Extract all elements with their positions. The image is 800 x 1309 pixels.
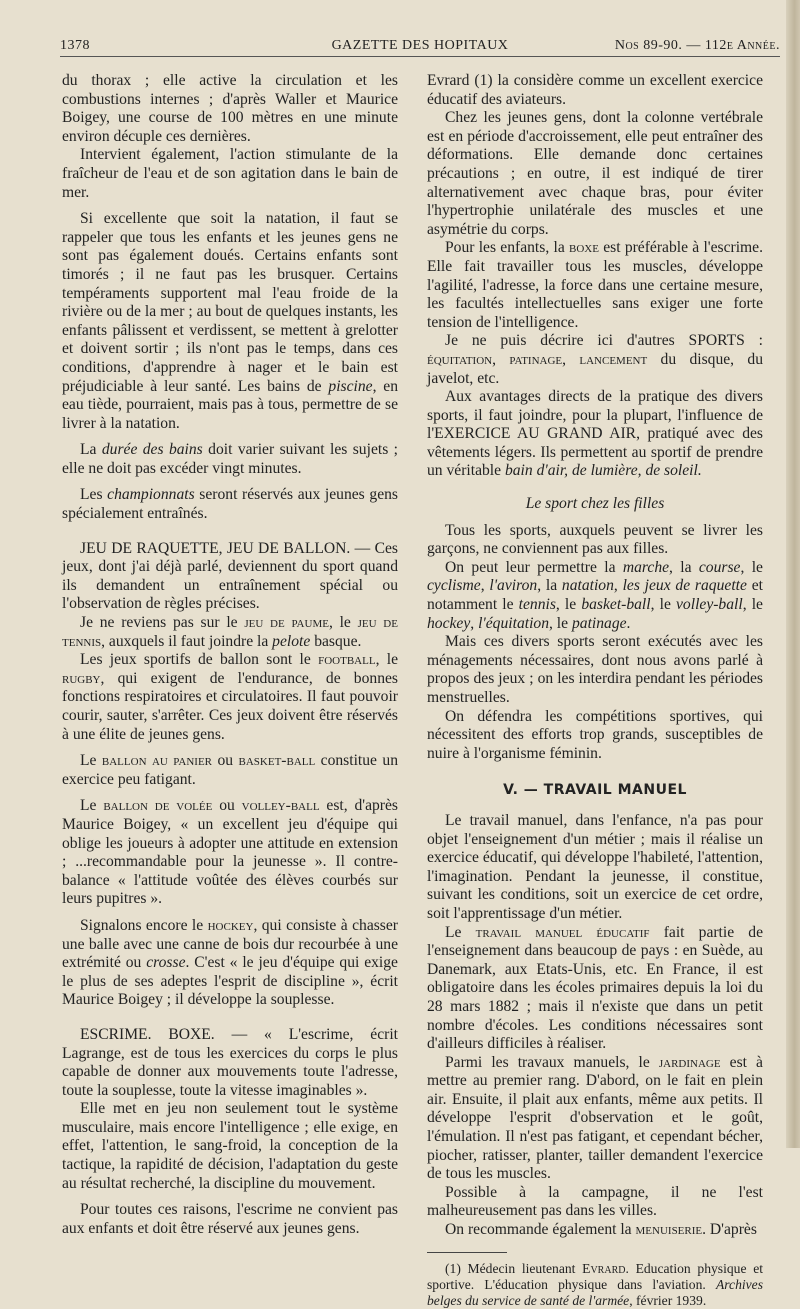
header-rule bbox=[60, 56, 780, 57]
paragraph: Je ne reviens pas sur le jeu de paume, le jeu de tennis, auxquels il faut joindre la pelote basque. bbox=[62, 614, 398, 650]
paragraph: On peut leur permettre la marche, la course, le cyclisme, l'aviron, la natation, les jeux de raquette et notamment le tennis, le basket-ball, le volley-ball, le hockey, l'équitation, le patinage. bbox=[427, 558, 763, 632]
footnote: (1) Médecin lieutenant Evrard. Education physique et sportive. L'éducation physique dans l'aviation. Archives belges du service de santé de l'armée, février 1939. bbox=[427, 1260, 764, 1308]
paragraph: Le ballon au panier ou basket-ball constitue un exercice peu fatigant. bbox=[62, 752, 399, 788]
paragraph: On recommande également la menuiserie. D'après bbox=[445, 1221, 757, 1239]
paragraph: Le travail manuel éducatif fait partie de l'enseignement dans beaucoup de pays : en Suède, au Danemark, aux Etats-Unis, etc. En France, il est obligatoire dans les écoles primaires depuis la loi du 28 mars 1882 ; mais il n'existe que dans un petit nombre d'écoles. Les conditions nécessaires sont d'ailleurs difficiles à réaliser. bbox=[427, 923, 764, 1053]
paragraph: JEU DE RAQUETTE, JEU DE BALLON. — Ces jeux, dont j'ai déjà parlé, deviennent du sport quand ils demandent un entraînement spécial ou l'observation de règles précises. bbox=[62, 539, 398, 613]
paragraph: du thorax ; elle active la circulation et les combustions internes ; d'après Waller et Maurice Boigey, une course de 100 mètres en une minute environ décuple ces dernières. bbox=[62, 72, 398, 145]
paragraph: Parmi les travaux manuels, le jardinage est à mettre au premier rang. D'abord, on le fait en plein air. Ensuite, il plait aux enfants, même aux petits. Il développe l'esprit d'observation et le goût, l'émulation. Il n'est pas fatigant, et cependant bécher, piocher, ratisser, planter, tailler demandent l'exercice de tous les muscles. bbox=[427, 1053, 763, 1183]
paragraph: Evrard (1) la considère comme un excellent exercice éducatif des aviateurs. bbox=[427, 72, 763, 108]
paragraph: Elle met en jeu non seulement tout le système musculaire, mais encore l'intelligence ; elle exige, en effet, l'attention, le sang-froid, la conception de la tactique, la rapidité de décision, l'adaptation du geste au résultat recherché, la discipline du mouvement. bbox=[62, 1100, 398, 1192]
paragraph: Le ballon de volée ou volley-ball est, d'après Maurice Boigey, « un excellent jeu d'équipe qui oblige les joueurs à adopter une attitude en extension ; ...recommandable pour la jeunesse ». Il contre-balance « l'attitude voûtée des élèves courbés sur leurs pupitres ». bbox=[62, 797, 398, 908]
page-number: 1378 bbox=[60, 38, 90, 53]
right-column bbox=[427, 72, 763, 1309]
paragraph: Intervient également, l'action stimulante de la fraîcheur de l'eau et de son agitation dans le bain de mer. bbox=[62, 146, 398, 201]
paragraph: Le travail manuel, dans l'enfance, n'a pas pour objet l'enseignement d'un métier ; mais il réalise un exercice éducatif, qui développe l'habileté, l'attention, l'imagination. Pendant la jeunesse, il constitue, suivant les conditions, soit un exercice de cet ordre, soit l'apprentissage d'un métier. bbox=[427, 811, 763, 922]
paragraph: Les jeux sportifs de ballon sont le football, le rugby, qui exigent de l'endurance, de bonnes fonctions respiratoires et circulatoires. Il faut pouvoir courir, sauter, s'arrêter. Ces jeux doivent être réservés à une élite de jeunes gens. bbox=[62, 651, 398, 743]
paragraph: Aux avantages directs de la pratique des divers sports, il faut joindre, pour la plupart, l'influence de l'EXERCICE AU GRAND AIR, pratiqué avec des vêtements légers. Ils permettent au sportif de prendre un véritable bain d'air, de lumière, de soleil. bbox=[427, 388, 763, 480]
paragraph: Mais ces divers sports seront exécutés avec les ménagements nécessaires, dont nous avons parlé à propos des jeux ; on les interdira pendant les périodes menstruelles. bbox=[427, 633, 763, 706]
journal-title: GAZETTE DES HOPITAUX bbox=[331, 38, 509, 53]
paragraph: On défendra les compétitions sportives, qui nécessitent des efforts trop grands, susceptibles de nuire à l'organisme féminin. bbox=[427, 707, 763, 762]
issue-info: Nos 89-90. — 112e Année. bbox=[614, 38, 780, 53]
paragraph: Signalons encore le hockey, qui consiste à chasser une balle avec une canne de bois dur recourbée à une extrémité ou crosse. C'est « le jeu d'équipe qui exige le plus de ses adeptes l'esprit de discipline », écrit Maurice Boigey ; il développe la souplesse. bbox=[62, 916, 398, 1009]
paragraph: Pour toutes ces raisons, l'escrime ne convient pas aux enfants et doit être réservé aux jeunes gens. bbox=[62, 1201, 398, 1237]
paragraph: Je ne puis décrire ici d'autres SPORTS : équitation, patinage, lancement du disque, du javelot, etc. bbox=[427, 332, 764, 387]
footnote-rule bbox=[427, 1252, 507, 1253]
paragraph: La durée des bains doit varier suivant les sujets ; elle ne doit pas excéder vingt minutes. bbox=[62, 441, 398, 477]
left-column bbox=[62, 72, 398, 1238]
paragraph: Chez les jeunes gens, dont la colonne vertébrale est en période d'accroissement, elle peut entraîner des déformations. Elle demande donc certaines précautions ; en outre, il est indiqué de tirer alternativement avec chaque bras, pour éviter l'hypertrophie unilatérale des muscles et une asymétrie du corps. bbox=[427, 109, 763, 238]
section-heading-travail-manuel: V. — TRAVAIL MANUEL bbox=[503, 782, 687, 799]
paragraph: Tous les sports, auxquels peuvent se livrer les garçons, ne conviennent pas aux filles. bbox=[427, 521, 763, 558]
page-edge bbox=[786, 0, 800, 1148]
subheading-girls-sport: Le sport chez les filles bbox=[525, 495, 665, 513]
paragraph: Les championnats seront réservés aux jeunes gens spécialement entraînés. bbox=[62, 486, 398, 523]
paragraph: Pour les enfants, la boxe est préférable à l'escrime. Elle fait travailler tous les muscles, développe l'agilité, l'adresse, la force dans une certaine mesure, les facultés intellectuelles sans exiger une forte tension de l'intelligence. bbox=[427, 239, 763, 331]
paragraph: Si excellente que soit la natation, il faut se rappeler que tous les enfants et les jeunes gens ne sont pas également doués. Certains enfants sont timorés ; il ne faut pas les brusquer. Certains tempéraments supportent mal l'eau froide de la rivière ou de la mer ; au bout de quelques instants, les enfants pâlissent et verdissent, se mettent à grelotter et doivent sortir ; ils n'ont pas le temps, dans ces conditions, d'apprendre à nager et le bain est préjudiciable à leur santé. Les bains de piscine, en eau tiède, pourraient, mais pas à tous, permettre de se livrer à la natation. bbox=[62, 210, 398, 432]
paragraph: ESCRIME. BOXE. — « L'escrime, écrit Lagrange, est de tous les exercices du corps le plus capable de donner aux mouvements toute l'adresse, toute la souplesse, toute la vitesse imaginables ». bbox=[62, 1025, 398, 1099]
paragraph: Possible à la campagne, il ne l'est malheureusement pas dans les villes. bbox=[427, 1183, 763, 1220]
